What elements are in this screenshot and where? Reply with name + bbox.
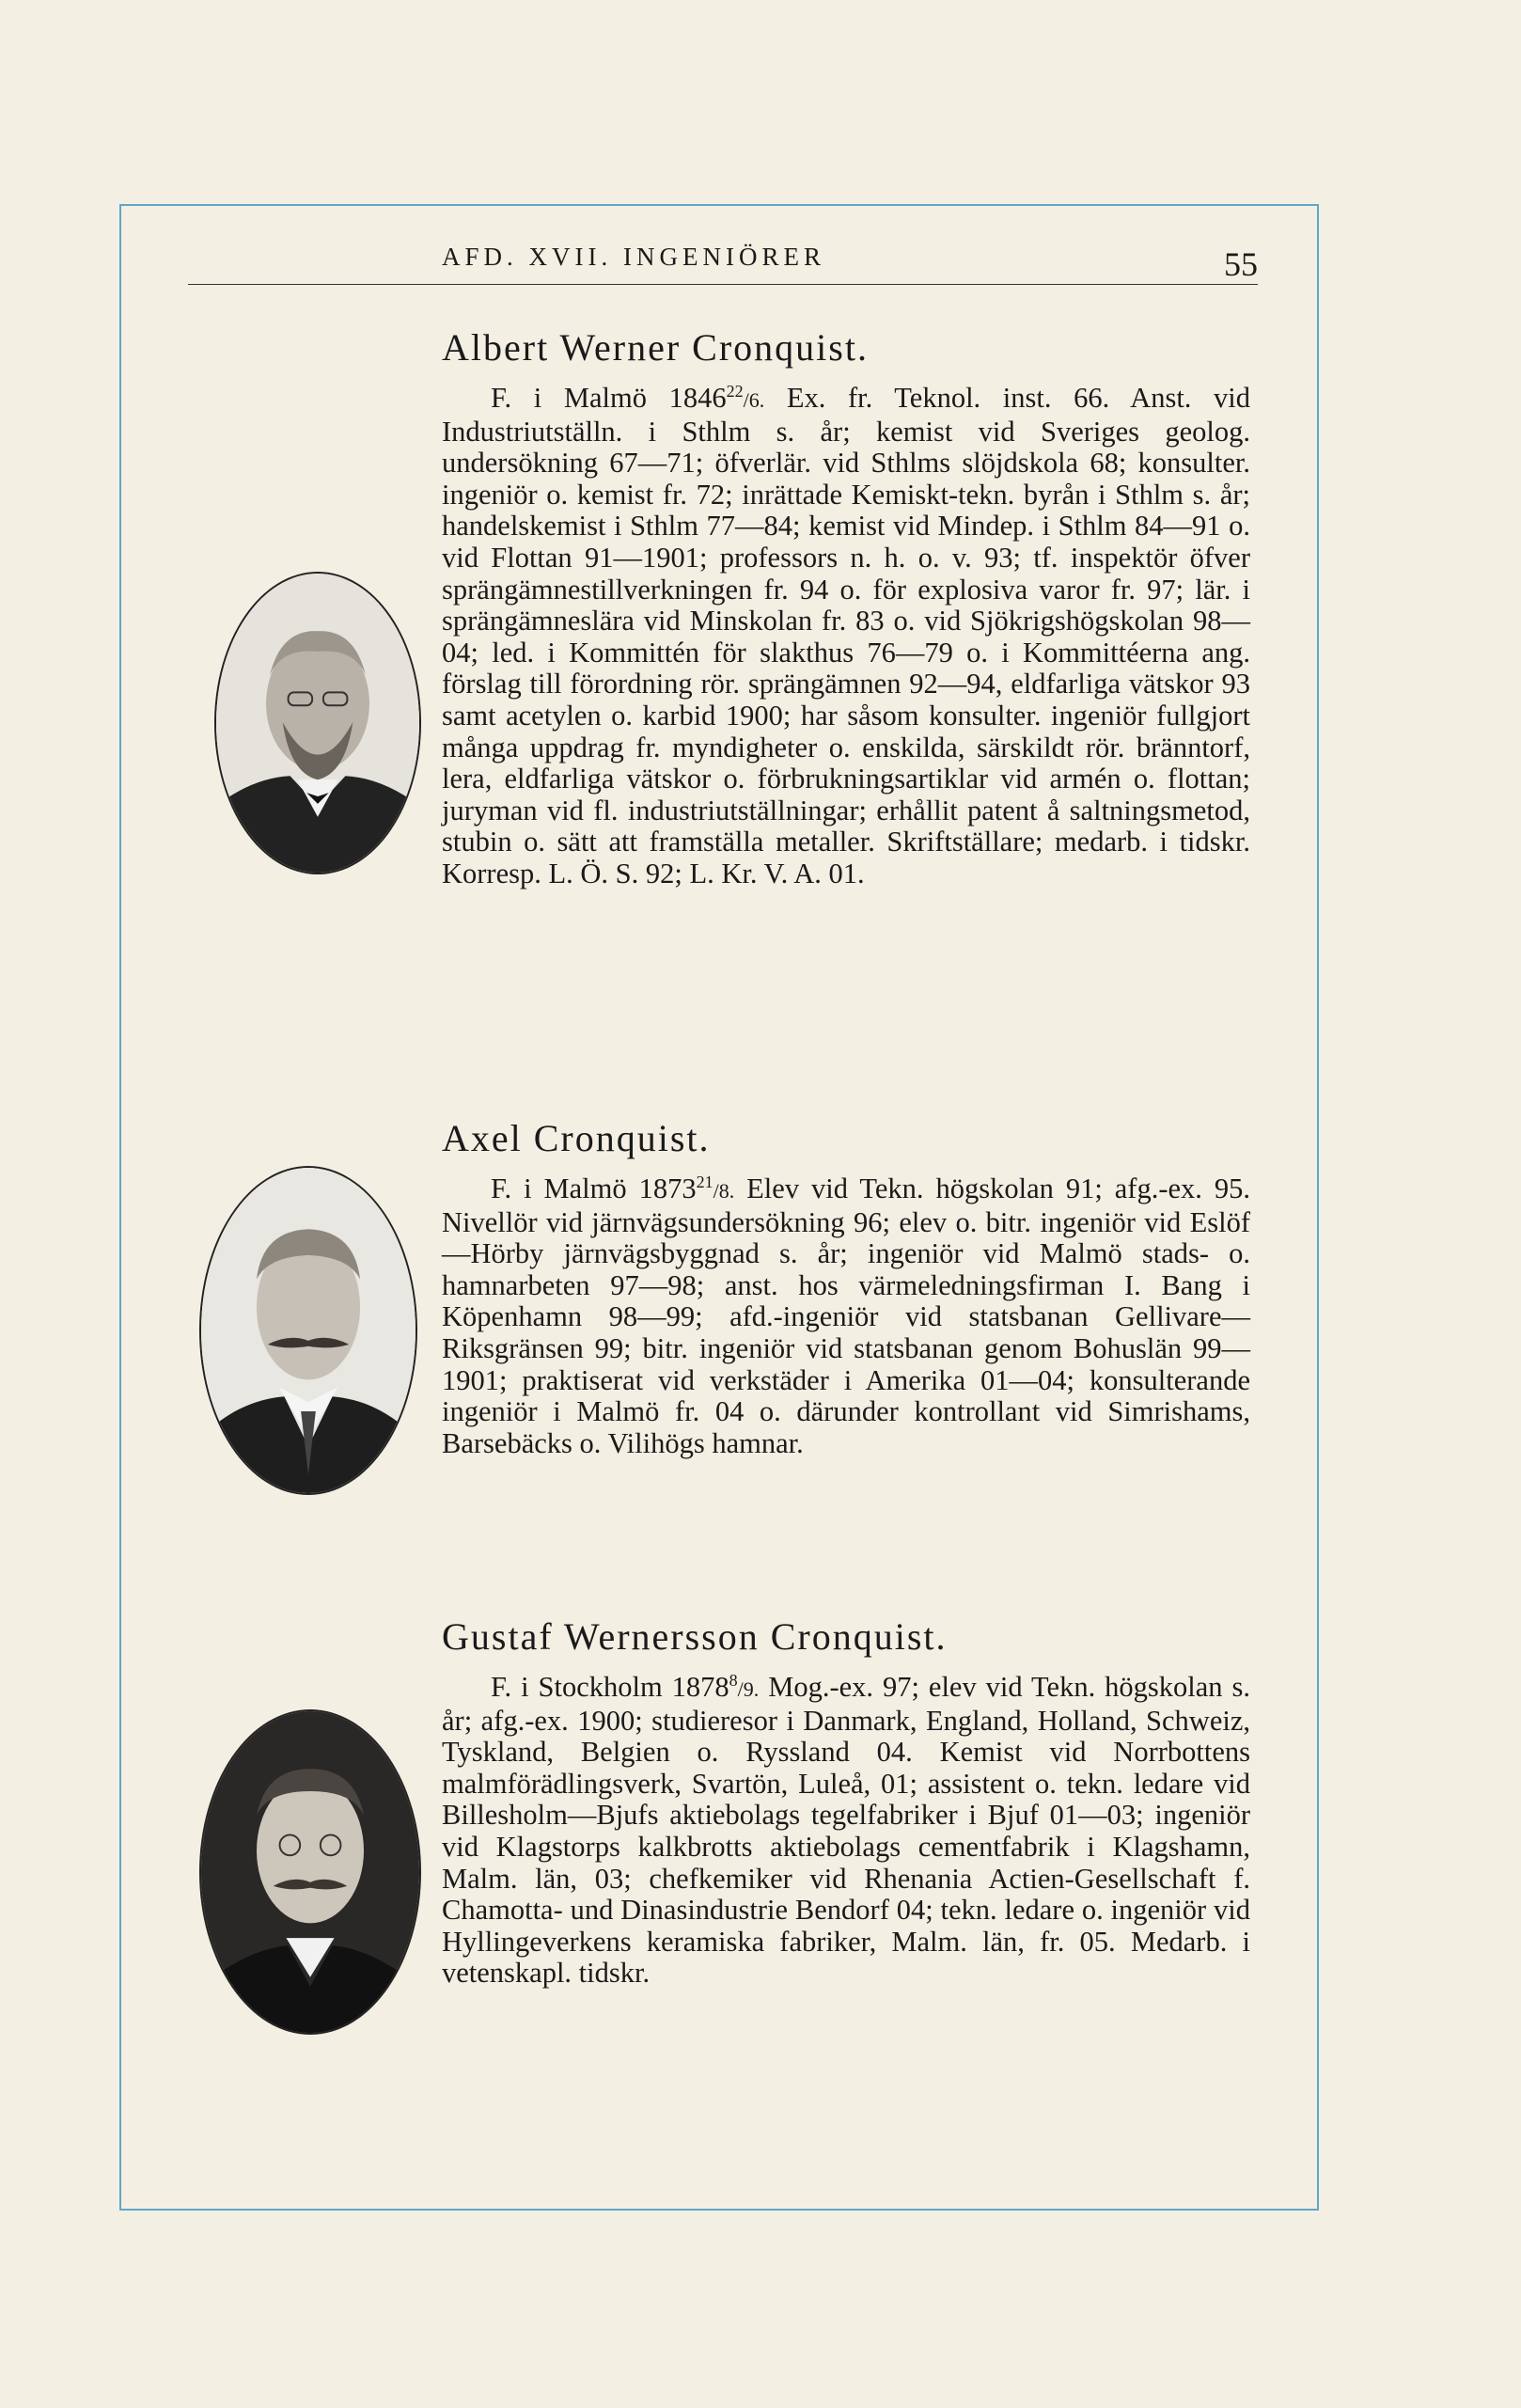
portrait-albert-werner-cronquist xyxy=(214,572,421,874)
entry-name: Axel Cronquist. xyxy=(442,1117,711,1159)
portrait-axel-cronquist xyxy=(199,1166,417,1495)
entry-biography xyxy=(442,1672,1250,1990)
birth-month: /8. xyxy=(713,1179,735,1203)
entry-biography xyxy=(442,1173,1250,1459)
birth-day: 8 xyxy=(729,1670,738,1690)
section-title: AFD. XVII. INGENIÖRER xyxy=(442,243,825,271)
birth-info: F. i Malmö 1846 xyxy=(491,382,727,414)
biography-text: Elev vid Tekn. högskolan 91; afg.-ex. 95. Nivellör vid järnvägsundersökning 96; elev o. bitr. ingeniör vid Eslöf—Hörby järnvägsbyggnad s. år; ingeniör vid Malmö stads- o. hamnarbeten 97—98; anst. hos värmeledningsfirman I. Bang i Köpenhamn 98—99; afd.-ingeniör vid statsbanan Gellivare—Riksgränsen 99; bitr. ingeniör vid statsbanan genom Bohuslän 99—1901; praktiserat vid verkstäder i Amerika 01—04; konsulterande ingeniör i Malmö fr. 04 o. därunder kontrollant vid Simrishams, Barsebäcks o. Vilihögs hamnar. xyxy=(442,1173,1250,1459)
entry-albert-werner-cronquist xyxy=(442,325,1250,890)
running-header xyxy=(188,243,1258,285)
entry-biography xyxy=(442,383,1250,890)
biography-text: Ex. fr. Teknol. inst. 66. Anst. vid Industriutställn. i Sthlm s. år; kemist vid Sveriges geolog. undersökning 67—71; öfverlär. vid Sthlms slöjdskola 68; konsulter. ingeniör o. kemist fr. 72; inrättade Kemiskt-tekn. byrån i Sthlm s. år; handelskemist i Sthlm 77—84; kemist vid Mindep. i Sthlm 84—91 o. vid Flottan 91—1901; professors n. h. o. v. 93; tf. inspektör öfver sprängämnestillverkningen fr. 94 o. för explosiva varor fr. 97; lär. i sprängämneslära vid Minskolan fr. 83 o. vid Sjökrigshögskolan 98—04; led. i Kommittén för slakthus 76—79 o. i Kommittéerna ang. förslag till förordning rör. sprängämnen 92—94, eldfarliga vätskor 93 samt acetylen o. karbid 1900; har såsom konsulter. ingeniör fullgjort många uppdrag fr. myndigheter o. enskilda, särskildt rör. bränntorf, lera, eldfarliga vätskor o. förbrukningsartiklar vid armén o. flottan; juryman vid fl. industriutställningar; erhållit patent å saltningsmetod, stubin o. sätt att framställa metaller. Skriftställare; medarb. i tidskr. Korresp. L. Ö. S. 92; L. Kr. V. A. 01. xyxy=(442,382,1251,889)
birth-month: /9. xyxy=(737,1677,760,1701)
entry-gustaf-wernersson-cronquist xyxy=(442,1614,1250,1990)
biography-text: Mog.-ex. 97; elev vid Tekn. högskolan s. år; afg.-ex. 1900; studieresor i Danmark, England, Holland, Schweiz, Tyskland, Belgien o. Ryssland 04. Kemist vid Norrbottens malmförädlingsverk, Svartön, Luleå, 01; assistent o. tekn. ledare vid Billesholm—Bjufs aktiebolags tegelfabriker i Bjuf 01—03; ingeniör vid Klagstorps kalkbrotts aktiebolags cementfabrik i Klagshamn, Malm. län, 03; chefkemiker vid Rhenania Actien-Gesellschaft f. Chamotta- und Dinasindustrie Bendorf 04; tekn. ledare o. ingeniör vid Hyllingeverkens keramiska fabriker, Malm. län, fr. 05. Medarb. i vetenskapl. tidskr. xyxy=(442,1671,1250,1990)
birth-day: 21 xyxy=(696,1172,713,1191)
entry-name: Gustaf Wernersson Cronquist. xyxy=(442,1615,948,1658)
birth-day: 22 xyxy=(726,381,744,401)
birth-info: F. i Malmö 1873 xyxy=(491,1173,697,1204)
portrait-gustaf-wernersson-cronquist xyxy=(199,1709,421,2035)
entry-axel-cronquist xyxy=(442,1116,1250,1459)
page-number: 55 xyxy=(1224,245,1258,283)
entry-name: Albert Werner Cronquist. xyxy=(442,326,869,369)
birth-info: F. i Stockholm 1878 xyxy=(491,1671,729,1703)
birth-month: /6. xyxy=(743,388,765,412)
